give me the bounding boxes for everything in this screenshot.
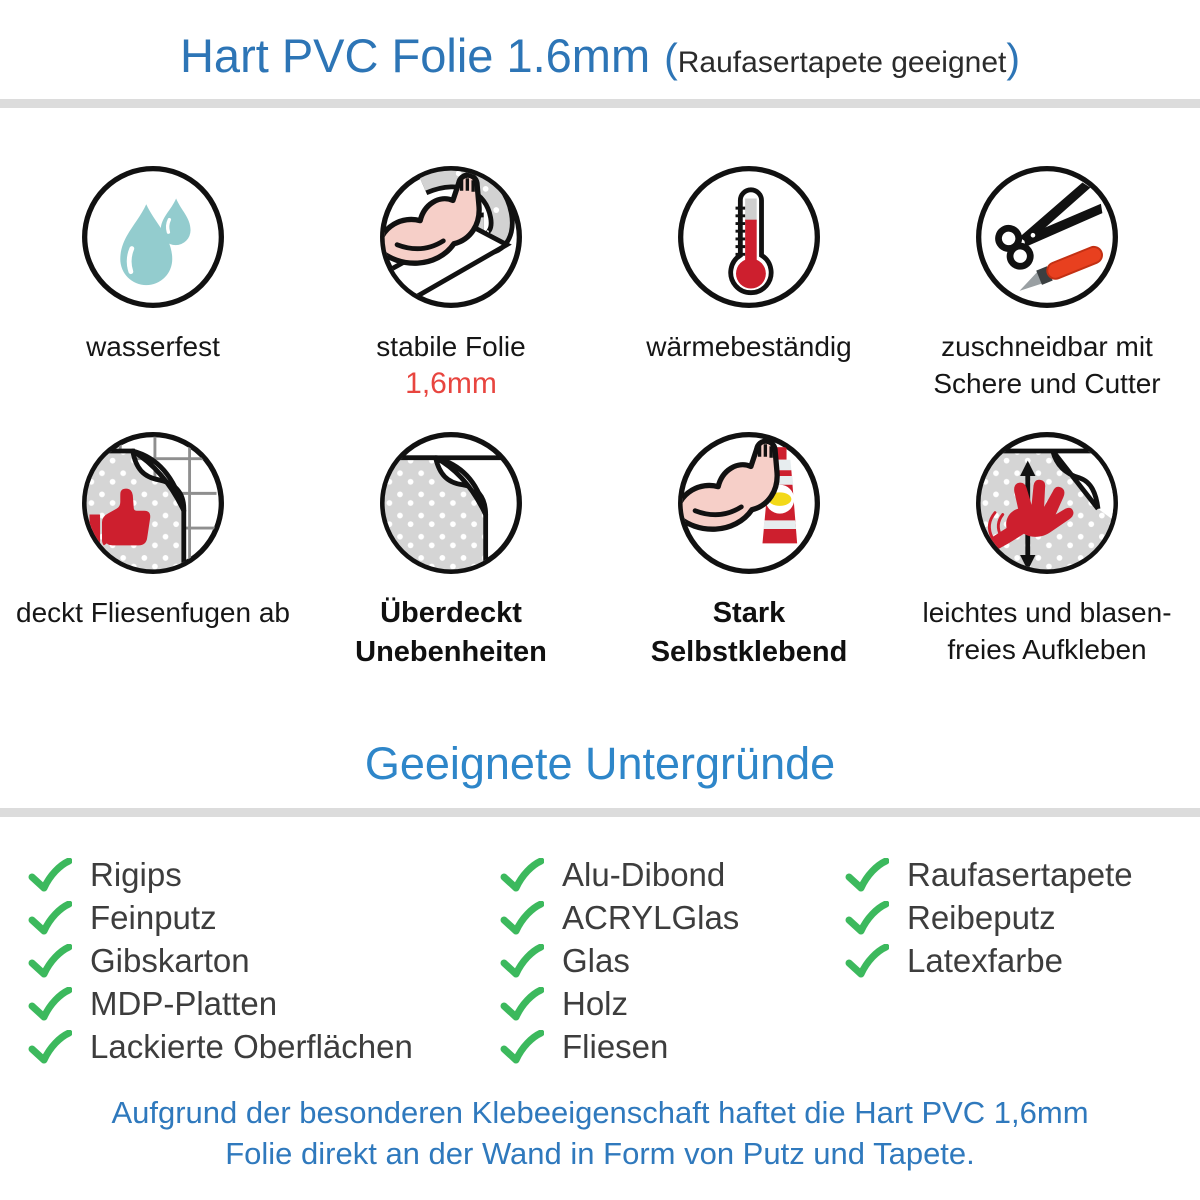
surface-item: [845, 896, 1200, 939]
feature-waermebestaendig: [602, 160, 896, 402]
check-icon: [28, 987, 72, 1021]
check-icon: [500, 858, 544, 892]
surfaces-list: [0, 853, 1200, 1068]
check-icon: [845, 901, 889, 935]
features-grid: [0, 108, 1200, 672]
surface-label: Glas: [562, 941, 630, 979]
surface-item: [500, 1025, 845, 1068]
footer-note: [0, 1092, 1200, 1174]
surface-item: [500, 853, 845, 896]
top-divider: [0, 99, 1200, 108]
check-icon: [845, 858, 889, 892]
surface-item: [500, 896, 845, 939]
foil-curl-icon: [374, 426, 528, 580]
surface-item: [500, 982, 845, 1025]
footer-line-2: Folie direkt an der Wand in Form von Putz und Tapete.: [225, 1136, 975, 1171]
surface-item: [500, 939, 845, 982]
title-subtitle: Raufasertapete geeignet: [677, 46, 1007, 79]
muscle-arm-foil-icon: [374, 160, 528, 314]
feature-label: Stark: [712, 597, 786, 629]
surface-label: Latexfarbe: [907, 941, 1063, 979]
hand-smoothing-foil-icon: [970, 426, 1124, 580]
title-main: Hart PVC Folie 1.6mm: [179, 29, 651, 82]
page-title: [0, 0, 1200, 83]
surface-item: [28, 982, 500, 1025]
feature-unebenheiten: [304, 426, 598, 672]
thumbs-up-tile-foil-icon: [76, 426, 230, 580]
muscle-arm-glue-icon: [672, 426, 826, 580]
feature-aufkleben: [900, 426, 1194, 672]
title-paren-close: ): [1006, 35, 1021, 81]
surface-label: Rigips: [90, 855, 182, 893]
check-icon: [500, 901, 544, 935]
scissors-cutter-icon: [970, 160, 1124, 314]
surface-item: [28, 1025, 500, 1068]
feature-label: deckt Fliesenfugen ab: [16, 597, 290, 628]
thermometer-icon: [672, 160, 826, 314]
surface-label: Raufasertapete: [907, 855, 1133, 893]
feature-label: wärmebeständig: [646, 331, 852, 362]
surface-item: [845, 853, 1200, 896]
check-icon: [845, 944, 889, 978]
feature-wasserfest: [6, 160, 300, 402]
mid-divider: [0, 808, 1200, 817]
feature-sublabel: Unebenheiten: [355, 636, 547, 668]
surface-label: MDP-Platten: [90, 984, 278, 1022]
feature-label: zuschneidbar mit: [941, 331, 1153, 362]
surfaces-title: Geeignete Untergründe: [364, 738, 836, 789]
surface-item: [28, 896, 500, 939]
surface-label: Lackierte Oberflächen: [90, 1027, 413, 1065]
surface-item: [28, 939, 500, 982]
surface-label: Gibskarton: [90, 941, 250, 979]
feature-label: wasserfest: [86, 331, 220, 362]
water-drops-icon: [76, 160, 230, 314]
check-icon: [28, 944, 72, 978]
surface-label: Reibeputz: [907, 898, 1056, 936]
surface-label: Feinputz: [90, 898, 217, 936]
feature-sublabel: Schere und Cutter: [933, 368, 1161, 399]
feature-label: stabile Folie: [376, 331, 526, 362]
surface-label: Alu-Dibond: [562, 855, 726, 893]
check-icon: [28, 858, 72, 892]
feature-sublabel: freies Aufkleben: [947, 634, 1147, 665]
feature-sublabel: Selbstklebend: [650, 636, 848, 668]
feature-sublabel-red: 1,6mm: [405, 367, 497, 400]
surface-item: [28, 853, 500, 896]
feature-stabile-folie: [304, 160, 598, 402]
surface-label: ACRYLGlas: [562, 898, 740, 936]
feature-label: leichtes und blasen-: [922, 597, 1172, 628]
feature-fliesenfugen: [6, 426, 300, 672]
check-icon: [500, 944, 544, 978]
feature-selbstklebend: [602, 426, 896, 672]
surface-label: Fliesen: [562, 1027, 669, 1065]
surface-item: [845, 939, 1200, 982]
title-paren-open: (: [664, 35, 678, 81]
surfaces-column-1: [28, 853, 500, 1068]
footer-line-1: Aufgrund der besonderen Klebeeigenschaft haftet die Hart PVC 1,6mm: [111, 1095, 1089, 1130]
surfaces-column-2: [500, 853, 845, 1068]
check-icon: [500, 987, 544, 1021]
check-icon: [28, 901, 72, 935]
feature-label: Überdeckt: [380, 597, 522, 629]
feature-zuschneidbar: [900, 160, 1194, 402]
check-icon: [28, 1030, 72, 1064]
check-icon: [500, 1030, 544, 1064]
surfaces-column-3: [845, 853, 1200, 1068]
surface-label: Holz: [562, 984, 629, 1022]
